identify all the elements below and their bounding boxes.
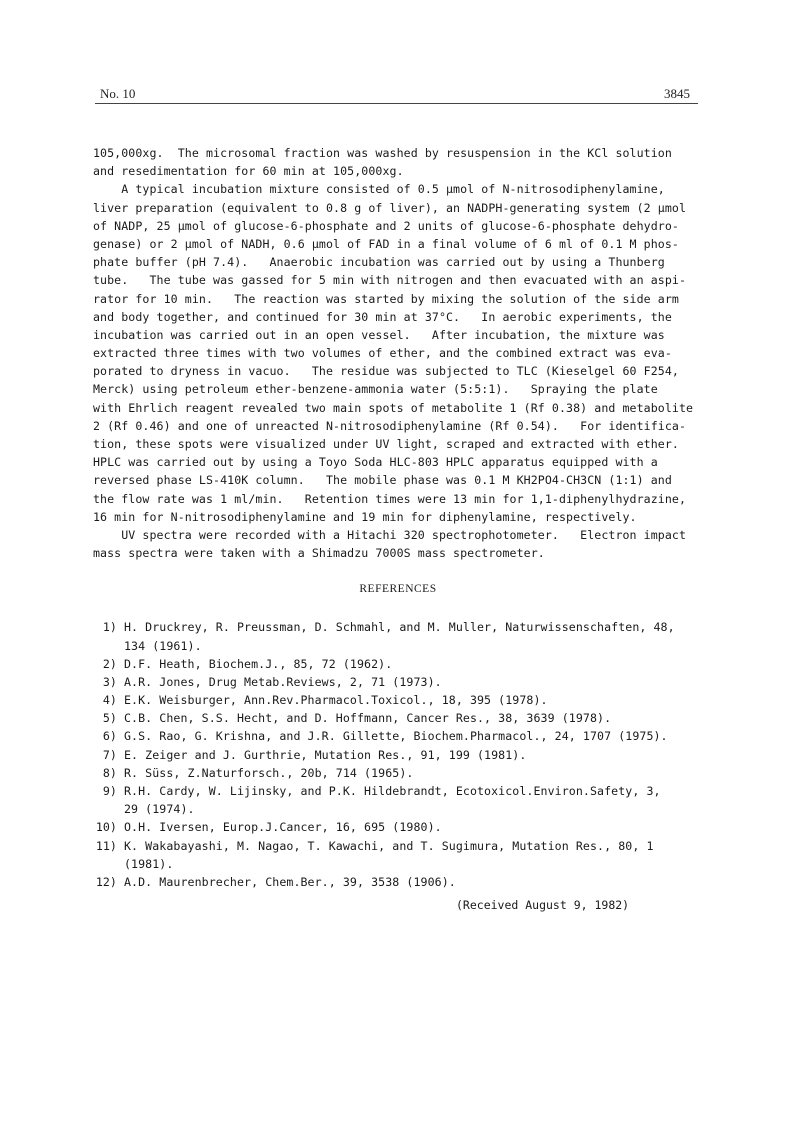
body-line: liver preparation (equivalent to 0.8 g of liver), an NADPH-generating system (2 μmol xyxy=(93,200,687,215)
reference-continuation: 134 (1961). xyxy=(124,638,202,653)
reference-text: C.B. Chen, S.S. Hecht, and D. Hoffmann, Cancer Res., 38, 3639 (1978). xyxy=(124,711,612,726)
received-date: (Received August 9, 1982) xyxy=(456,898,630,912)
reference-item xyxy=(93,782,703,800)
body-line: extracted three times with two volumes of ether, and the combined extract was eva- xyxy=(93,346,672,361)
reference-text: E.K. Weisburger, Ann.Rev.Pharmacol.Toxicol., 18, 395 (1978). xyxy=(124,693,548,708)
reference-text: O.H. Iversen, Europ.J.Cancer, 16, 695 (1980). xyxy=(124,820,442,835)
body-line: tube. The tube was gassed for 5 min with nitrogen and then evacuated with an aspi- xyxy=(93,273,687,288)
reference-text: H. Druckrey, R. Preussman, D. Schmahl, and M. Muller, Naturwissenschaften, 48, xyxy=(124,620,675,635)
reference-text: E. Zeiger and J. Gurthrie, Mutation Res., 91, 199 (1981). xyxy=(124,747,527,762)
reference-number: 12) xyxy=(95,874,117,889)
body-line: incubation was carried out in an open vessel. After incubation, the mixture was xyxy=(93,327,665,342)
body-line: tion, these spots were visualized under UV light, scraped and extracted with ether. xyxy=(93,437,679,451)
journal-issue: No. 10 xyxy=(100,86,136,101)
body-line: porated to dryness in vacuo. The residue was subjected to TLC (Kieselgel 60 F254, xyxy=(93,364,679,379)
reference-number: 6) xyxy=(102,729,117,744)
body-text xyxy=(93,144,703,562)
reference-text: G.S. Rao, G. Krishna, and J.R. Gillette, Biochem.Pharmacol., 24, 1707 (1975). xyxy=(124,729,668,744)
body-line: and resedimentation for 60 min at 105,000xg. xyxy=(93,164,404,179)
reference-number: 8) xyxy=(102,765,117,780)
references-heading: REFERENCES xyxy=(359,583,437,596)
reference-item xyxy=(93,873,703,891)
body-line: mass spectra were taken with a Shimadzu 7000S mass spectrometer. xyxy=(93,546,545,561)
body-line: genase) or 2 μmol of NADH, 0.6 μmol of FAD in a final volume of 6 ml of 0.1 M phos- xyxy=(93,236,679,251)
reference-number: 5) xyxy=(102,711,117,726)
body-line: 16 min for N-nitrosodiphenylamine and 19 min for diphenylamine, respectively. xyxy=(93,509,637,524)
body-line: of NADP, 25 μmol of glucose-6-phosphate and 2 units of glucose-6-phosphate dehydro- xyxy=(93,218,679,233)
reference-number: 7) xyxy=(102,747,117,762)
reference-number: 3) xyxy=(102,674,117,689)
body-line: Merck) using petroleum ether-benzene-ammonia water (5:5:1). Spraying the plate xyxy=(93,382,658,397)
reference-item xyxy=(93,818,703,836)
reference-number: 1) xyxy=(102,620,117,635)
body-line: 2 (Rf 0.46) and one of unreacted N-nitrosodiphenylamine (Rf 0.54). For identifica- xyxy=(93,418,687,433)
body-line: and body together, and continued for 30 min at 37°C. In aerobic experiments, the xyxy=(93,309,672,324)
article-body xyxy=(93,144,703,891)
reference-item xyxy=(93,709,703,727)
body-line: UV spectra were recorded with a Hitachi 320 spectrophotometer. Electron impact xyxy=(93,527,687,542)
body-line: the flow rate was 1 ml/min. Retention times were 13 min for 1,1-diphenylhydrazine, xyxy=(93,491,687,506)
reference-item xyxy=(93,837,703,855)
reference-text: R.H. Cardy, W. Lijinsky, and P.K. Hildebrandt, Ecotoxicol.Environ.Safety, 3, xyxy=(124,784,661,798)
reference-item xyxy=(93,673,703,691)
reference-item xyxy=(93,746,703,764)
reference-number: 9) xyxy=(102,784,117,798)
reference-text: A.R. Jones, Drug Metab.Reviews, 2, 71 (1973). xyxy=(124,674,442,689)
reference-item xyxy=(93,655,703,673)
reference-text: R. Süss, Z.Naturforsch., 20b, 714 (1965). xyxy=(124,765,414,780)
body-line: HPLC was carried out by using a Toyo Soda HLC-803 HPLC apparatus equipped with a xyxy=(93,455,658,470)
body-line: 105,000xg. The microsomal fraction was washed by resuspension in the KCl solution xyxy=(93,146,672,160)
reference-continuation: 29 (1974). xyxy=(124,802,195,817)
reference-number: 11) xyxy=(95,838,117,853)
reference-number: 2) xyxy=(102,656,117,671)
body-line: A typical incubation mixture consisted of 0.5 μmol of N-nitrosodiphenylamine, xyxy=(93,182,665,197)
reference-number: 10) xyxy=(95,820,117,835)
body-line: phate buffer (pH 7.4). Anaerobic incubation was carried out by using a Thunberg xyxy=(93,255,665,270)
reference-item xyxy=(93,727,703,745)
reference-text: A.D. Maurenbrecher, Chem.Ber., 39, 3538 (1906). xyxy=(124,874,456,889)
reference-text: K. Wakabayashi, M. Nagao, T. Kawachi, and T. Sugimura, Mutation Res., 80, 1 xyxy=(124,838,654,853)
reference-text: D.F. Heath, Biochem.J., 85, 72 (1962). xyxy=(124,656,393,671)
header-rule xyxy=(95,103,698,104)
reference-item xyxy=(93,691,703,709)
body-line: rator for 10 min. The reaction was started by mixing the solution of the side arm xyxy=(93,291,679,306)
reference-list xyxy=(93,618,703,891)
reference-item xyxy=(93,618,703,636)
reference-continuation: (1981). xyxy=(124,856,174,871)
page-number: 3845 xyxy=(664,86,690,101)
body-line: reversed phase LS-410K column. The mobile phase was 0.1 M KH2PO4-CH3CN (1:1) and xyxy=(93,473,672,488)
reference-item xyxy=(93,764,703,782)
reference-number: 4) xyxy=(102,693,117,708)
body-line: with Ehrlich reagent revealed two main spots of metabolite 1 (Rf 0.38) and metabolite xyxy=(93,400,694,415)
